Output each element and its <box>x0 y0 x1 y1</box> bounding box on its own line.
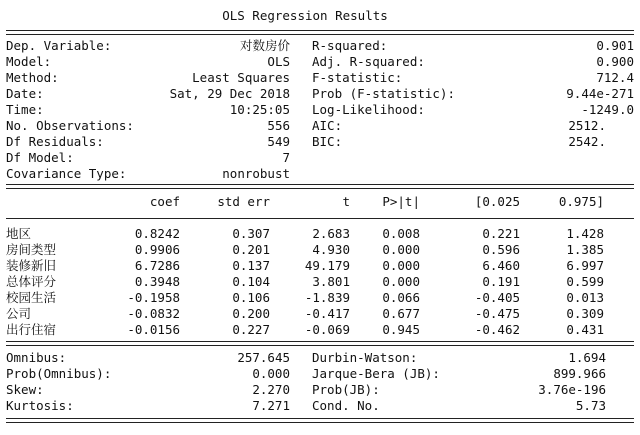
summary-left-value: 7 <box>282 150 290 165</box>
table-row <box>0 258 640 275</box>
summary-right-value: 2542. <box>568 134 606 149</box>
summary-left-value: Least Squares <box>192 70 290 85</box>
ci-upper-value: 1.385 <box>566 242 604 257</box>
ci-lower-value: -0.405 <box>474 290 520 305</box>
table-row <box>0 290 640 307</box>
table-row <box>0 242 640 259</box>
std-err-value: 0.104 <box>232 274 270 289</box>
variable-name: 总体评分 <box>6 274 57 289</box>
coef-value: 0.9906 <box>134 242 180 257</box>
ci-lower-value: 0.221 <box>482 226 520 241</box>
summary-row <box>0 70 640 87</box>
ci-lower-value: 0.596 <box>482 242 520 257</box>
summary-left-label: Method: <box>6 70 59 85</box>
summary-right-value: 2512. <box>568 118 606 133</box>
column-header-std-err: std err <box>217 194 270 209</box>
ci-upper-value: 0.013 <box>566 290 604 305</box>
summary-right-value: 712.4 <box>596 70 634 85</box>
summary-left-label: Time: <box>6 102 44 117</box>
ci-upper-value: 6.997 <box>566 258 604 273</box>
summary-right-label: AIC: <box>312 118 343 133</box>
t-value: 49.179 <box>304 258 350 273</box>
summary-left-label: Df Model: <box>6 150 74 165</box>
diagnostic-left-value: 2.270 <box>252 382 290 397</box>
summary-right-value: -1249.0 <box>581 102 634 117</box>
diagnostics-row <box>0 398 640 415</box>
summary-right-value: 0.900 <box>596 54 634 69</box>
diagnostic-left-value: 7.271 <box>252 398 290 413</box>
diagnostic-right-value: 3.76e-196 <box>538 382 606 397</box>
diagnostics-row <box>0 350 640 367</box>
p-value: 0.945 <box>382 322 420 337</box>
diagnostic-right-value: 5.73 <box>575 398 606 413</box>
t-value: 3.801 <box>312 274 350 289</box>
t-value: -0.417 <box>304 306 350 321</box>
summary-right-label: Prob (F-statistic): <box>312 86 455 101</box>
summary-left-value: 556 <box>267 118 290 133</box>
top-double-rule <box>6 30 634 35</box>
p-value: 0.008 <box>382 226 420 241</box>
ci-upper-value: 1.428 <box>566 226 604 241</box>
table-row <box>0 322 640 339</box>
p-value: 0.000 <box>382 242 420 257</box>
diagnostic-right-value: 899.966 <box>553 366 606 381</box>
variable-name: 房间类型 <box>6 242 57 257</box>
summary-left-label: No. Observations: <box>6 118 134 133</box>
variable-name: 装修新旧 <box>6 258 57 273</box>
summary-row <box>0 102 640 119</box>
variable-name: 校园生活 <box>6 290 57 305</box>
summary-left-value: 10:25:05 <box>229 102 290 117</box>
coef-value: -0.0156 <box>127 322 180 337</box>
ci-lower-value: -0.462 <box>474 322 520 337</box>
coef-value: 0.3948 <box>134 274 180 289</box>
p-value: 0.000 <box>382 274 420 289</box>
diagnostics-row <box>0 366 640 383</box>
ci-upper-value: 0.599 <box>566 274 604 289</box>
coef-value: -0.0832 <box>127 306 180 321</box>
coef-header-rule <box>6 218 634 219</box>
summary-row <box>0 118 640 135</box>
summary-left-value: 549 <box>267 134 290 149</box>
summary-left-label: Dep. Variable: <box>6 38 112 53</box>
column-header-ci-upper: 0.975] <box>558 194 604 209</box>
summary-right-label: Log-Likelihood: <box>312 102 425 117</box>
summary-left-label: Df Residuals: <box>6 134 104 149</box>
summary-bottom-double-rule <box>6 184 634 189</box>
summary-right-label: BIC: <box>312 134 343 149</box>
variable-name: 地区 <box>6 226 32 241</box>
ci-lower-value: -0.475 <box>474 306 520 321</box>
std-err-value: 0.200 <box>232 306 270 321</box>
diagnostics-row <box>0 382 640 399</box>
p-value: 0.066 <box>382 290 420 305</box>
std-err-value: 0.307 <box>232 226 270 241</box>
ci-lower-value: 6.460 <box>482 258 520 273</box>
t-value: -0.069 <box>304 322 350 337</box>
diagnostic-left-label: Prob(Omnibus): <box>6 366 112 381</box>
summary-left-label: Date: <box>6 86 44 101</box>
std-err-value: 0.106 <box>232 290 270 305</box>
summary-row <box>0 134 640 151</box>
p-value: 0.000 <box>382 258 420 273</box>
bottom-double-rule <box>6 418 634 423</box>
ci-upper-value: 0.431 <box>566 322 604 337</box>
diagnostic-right-value: 1.694 <box>568 350 606 365</box>
std-err-value: 0.137 <box>232 258 270 273</box>
variable-name: 公司 <box>6 306 32 321</box>
coef-table-header <box>0 194 640 211</box>
diagnostic-left-label: Skew: <box>6 382 44 397</box>
column-header-ci-lower: [0.025 <box>474 194 520 209</box>
diagnostic-left-value: 0.000 <box>252 366 290 381</box>
variable-name: 出行住宿 <box>6 322 57 337</box>
std-err-value: 0.201 <box>232 242 270 257</box>
table-row <box>0 306 640 323</box>
summary-left-value: OLS <box>267 54 290 69</box>
summary-right-value: 0.901 <box>596 38 634 53</box>
summary-left-value: Sat, 29 Dec 2018 <box>169 86 290 101</box>
std-err-value: 0.227 <box>232 322 270 337</box>
diagnostic-left-label: Omnibus: <box>6 350 67 365</box>
t-value: 2.683 <box>312 226 350 241</box>
p-value: 0.677 <box>382 306 420 321</box>
coef-bottom-double-rule <box>6 341 634 346</box>
page-title: OLS Regression Results <box>222 8 388 23</box>
diagnostic-left-value: 257.645 <box>237 350 290 365</box>
diagnostic-right-label: Cond. No. <box>312 398 380 413</box>
t-value: -1.839 <box>304 290 350 305</box>
column-header-t: t <box>342 194 350 209</box>
ci-lower-value: 0.191 <box>482 274 520 289</box>
diagnostic-right-label: Jarque-Bera (JB): <box>312 366 440 381</box>
summary-right-label: R-squared: <box>312 38 388 53</box>
diagnostic-right-label: Prob(JB): <box>312 382 380 397</box>
ci-upper-value: 0.309 <box>566 306 604 321</box>
summary-row <box>0 150 640 167</box>
diagnostic-left-label: Kurtosis: <box>6 398 74 413</box>
summary-row <box>0 166 640 183</box>
column-header-coef: coef <box>149 194 180 209</box>
summary-right-value: 9.44e-271 <box>566 86 634 101</box>
diagnostic-right-label: Durbin-Watson: <box>312 350 418 365</box>
coef-value: 6.7286 <box>134 258 180 273</box>
summary-left-label: Model: <box>6 54 52 69</box>
summary-row <box>0 86 640 103</box>
summary-row <box>0 54 640 71</box>
t-value: 4.930 <box>312 242 350 257</box>
summary-right-label: Adj. R-squared: <box>312 54 425 69</box>
summary-right-label: F-statistic: <box>312 70 403 85</box>
summary-left-value: nonrobust <box>222 166 290 181</box>
summary-left-label: Covariance Type: <box>6 166 127 181</box>
summary-left-value: 对数房价 <box>239 38 290 53</box>
coef-value: 0.8242 <box>134 226 180 241</box>
table-row <box>0 274 640 291</box>
summary-row <box>0 38 640 55</box>
coef-value: -0.1958 <box>127 290 180 305</box>
column-header-p-value: P>|t| <box>382 194 420 209</box>
table-row <box>0 226 640 243</box>
